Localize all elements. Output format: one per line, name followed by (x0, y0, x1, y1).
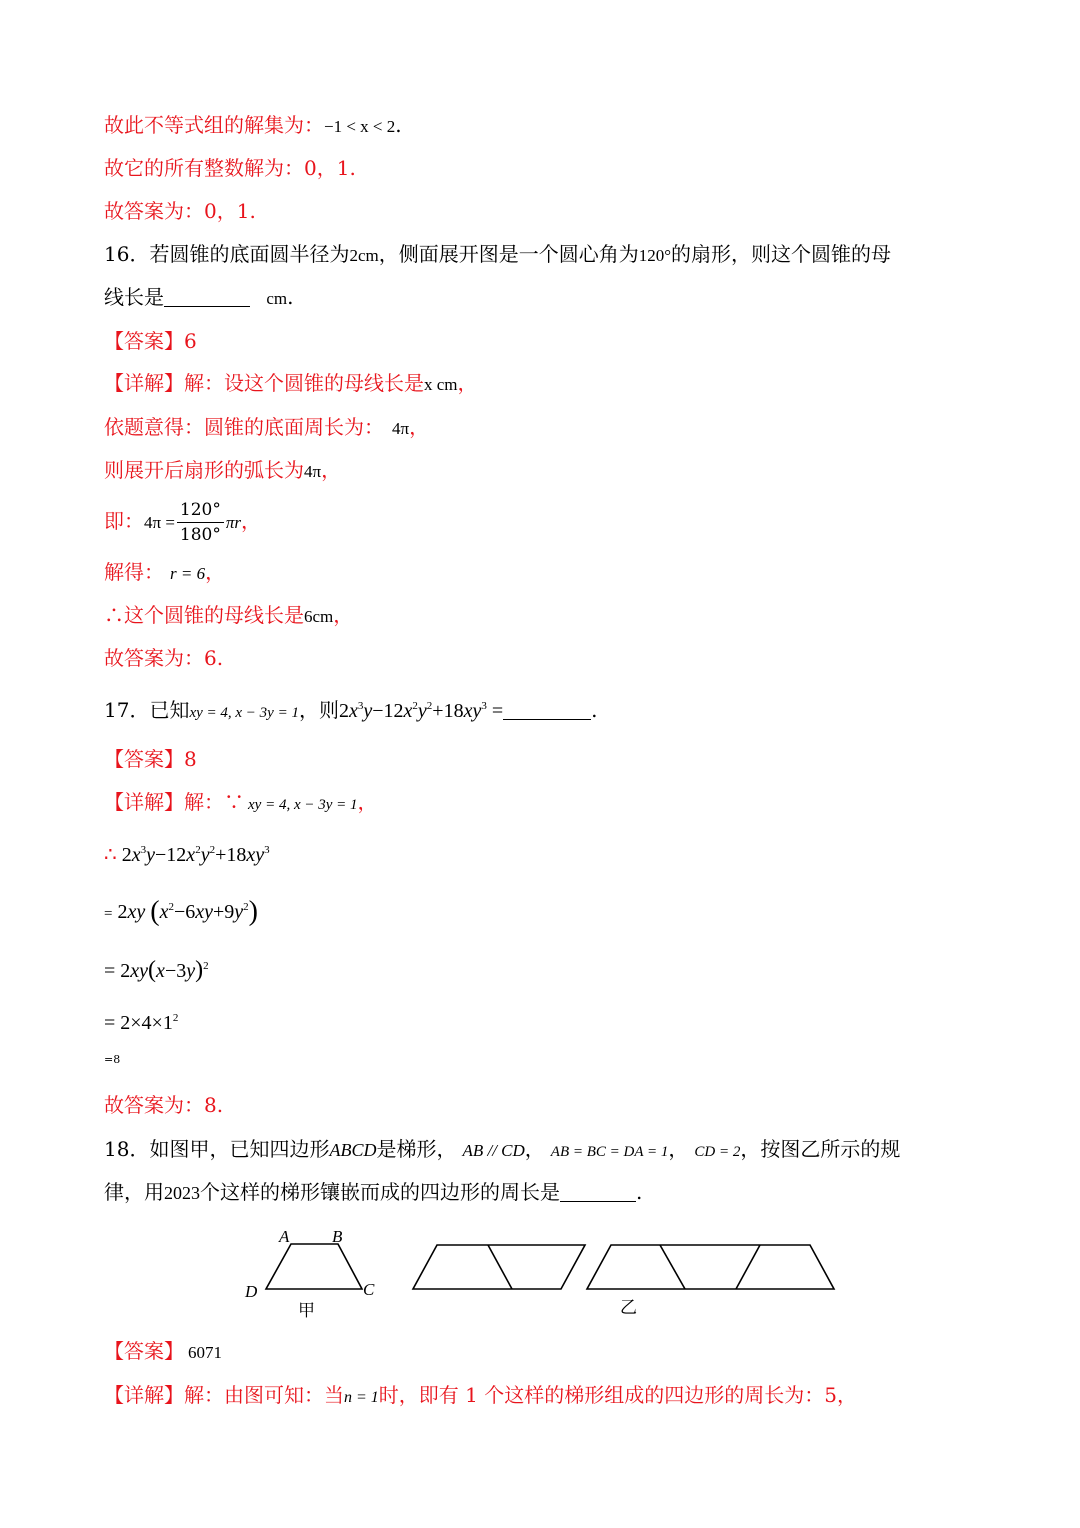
detail-math: = 2xy $(x^2-6xy+9y^2)$ (104, 896, 258, 927)
q16-text-a: 16．若圆锥的底面圆半径为 (104, 242, 350, 266)
comma: ， (321, 458, 342, 482)
figure-yi-three (587, 1245, 834, 1289)
answer-label: 【答案】 (104, 1339, 184, 1363)
q18-cd: CD = 2 (694, 1144, 741, 1160)
period: . (287, 285, 294, 309)
detail-16-line-2 (104, 413, 429, 443)
detail-17-line-5 (104, 1008, 178, 1037)
detail-math: = $2\times 4\times 1^2$ (104, 1012, 179, 1034)
q16-text-d: 线长是 (104, 285, 164, 309)
q16-text-c: 的扇形，则这个圆锥的母 (671, 242, 892, 266)
detail-text: 依题意得：圆锥的底面周长为： (104, 415, 384, 439)
question-16-line-2 (104, 283, 294, 313)
q18-text-g: 个这样的梯形镶嵌而成的四边形的周长是 (200, 1180, 560, 1204)
label-b: B (332, 1227, 343, 1246)
detail-text: 解：∵ (184, 790, 244, 814)
q18-text-a: 18．如图甲，已知四边形 (104, 1137, 330, 1161)
detail-16-line-4 (104, 494, 261, 550)
q18-text-b: 是梯形， (376, 1137, 457, 1161)
label-a: A (279, 1227, 290, 1246)
detail-text: 解：由图可知：当 (184, 1383, 344, 1407)
q18-parallel: AB // CD (462, 1141, 525, 1160)
label-yi: 乙 (620, 1298, 637, 1317)
comma: ， (205, 560, 226, 584)
detail-16-line-3 (104, 456, 341, 486)
question-16-line-1 (104, 240, 891, 270)
solution-set-text: 故此不等式组的解集为： (104, 113, 324, 137)
detail-math: 6cm (304, 607, 334, 626)
q18-text-e: ，按图乙所示的规 (740, 1137, 901, 1161)
q18-abcd: ABCD (329, 1140, 377, 1160)
period: . (636, 1180, 643, 1204)
detail-16-line-5 (104, 558, 225, 588)
comma: ， (357, 790, 378, 814)
answer-blank (164, 286, 250, 307)
q18-count: 2023 (164, 1183, 200, 1203)
q16-unit: cm (266, 289, 288, 308)
detail-math: πr (225, 513, 242, 532)
label-jia: 甲 (298, 1301, 315, 1320)
detail-text: 即： (104, 509, 144, 533)
answer-17 (104, 745, 197, 773)
detail-16-line-6 (104, 601, 353, 631)
q16-text-b: ，侧面展开图是一个圆心角为 (378, 242, 639, 266)
figure-jia (266, 1244, 362, 1289)
trapezoid-figure (0, 1220, 1080, 1330)
answer-16 (104, 327, 197, 355)
detail-math: xy = 4, x − 3y = 1 (248, 797, 358, 813)
comma: ， (241, 509, 262, 533)
integer-solutions-line: 故它的所有整数解为：0，1. (104, 156, 356, 180)
q17-text-a: 17．已知 (104, 698, 190, 722)
answer-value: 6 (184, 329, 197, 353)
answer-label: 【答案】 (104, 329, 184, 353)
q18-text-f: 律，用 (104, 1180, 164, 1204)
answer-value: 6071 (188, 1343, 222, 1362)
detail-17-line-4 (104, 954, 209, 987)
comma: ， (668, 1137, 689, 1161)
answer-15-line: 故答案为：0，1. (104, 199, 256, 223)
q18-equal-sides: AB = BC = DA = 1 (550, 1144, 669, 1160)
comma: ， (333, 603, 354, 627)
detail-label: 【详解】 (104, 790, 184, 814)
fraction-numerator: 120° (177, 498, 224, 523)
fraction (177, 498, 224, 547)
q17-expression: $2x^3y-12x^2y^2+18xy^3$ = (338, 700, 504, 722)
detail-label: 【详解】 (104, 371, 184, 395)
answer-blank (503, 699, 591, 720)
answer-label: 【答案】 (104, 747, 184, 771)
detail-text: 解：设这个圆锥的母线长是 (184, 371, 424, 395)
answer-value: 8 (184, 747, 197, 771)
comma: ， (524, 1137, 545, 1161)
detail-text: ∴这个圆锥的母线长是 (104, 603, 304, 627)
trapezoid-abcd (266, 1244, 362, 1289)
solution-set-line (104, 111, 402, 141)
detail-18-line-1 (104, 1381, 857, 1412)
question-17-line (104, 696, 597, 727)
detail-label: 【详解】 (104, 1383, 184, 1407)
period: . (395, 113, 402, 137)
label-c: C (363, 1280, 375, 1299)
label-d: D (245, 1282, 258, 1301)
q17-text-b: ，则 (298, 698, 339, 722)
period: . (591, 698, 598, 722)
detail-17-line-2 (104, 840, 270, 869)
answer-18 (104, 1337, 222, 1367)
q16-radius: 2cm (349, 246, 379, 265)
q17-condition: xy = 4, x − 3y = 1 (189, 705, 299, 721)
detail-text: 解得： (104, 560, 164, 584)
detail-17-line-1 (104, 788, 378, 819)
q16-angle: 120° (638, 246, 672, 265)
answer-blank (560, 1181, 636, 1202)
detail-16-line-1 (104, 369, 478, 399)
comma: ， (457, 371, 478, 395)
detail-math: n = 1 (344, 1389, 379, 1406)
question-18-line-2 (104, 1178, 642, 1207)
detail-math: 4π (392, 419, 410, 438)
detail-math: r = 6 (170, 564, 206, 583)
solution-set-math: −1 < x < 2 (324, 117, 396, 136)
detail-text: 则展开后扇形的弧长为 (104, 458, 304, 482)
detail-17-line-6: =8 (104, 1053, 121, 1066)
detail-math: 4π (304, 462, 322, 481)
figure-yi-two (413, 1245, 585, 1289)
detail-math: ∴ $2x^3y-12x^2y^2+18xy^3$ (104, 844, 270, 866)
answer-17-line: 故答案为：8. (104, 1093, 224, 1117)
detail-math: x cm (424, 375, 458, 394)
fraction-denominator: 180° (179, 525, 221, 545)
detail-17-line-3 (104, 895, 258, 930)
answer-16-line: 故答案为：6. (104, 646, 224, 670)
detail-text: 时，即有 1 个这样的梯形组成的四边形的周长为：5， (378, 1383, 857, 1407)
detail-math: 4π = (144, 513, 175, 532)
detail-math: = $2xy(x-3y)^2$ (104, 957, 209, 983)
question-18-line-1 (104, 1135, 900, 1166)
comma: ， (409, 415, 430, 439)
